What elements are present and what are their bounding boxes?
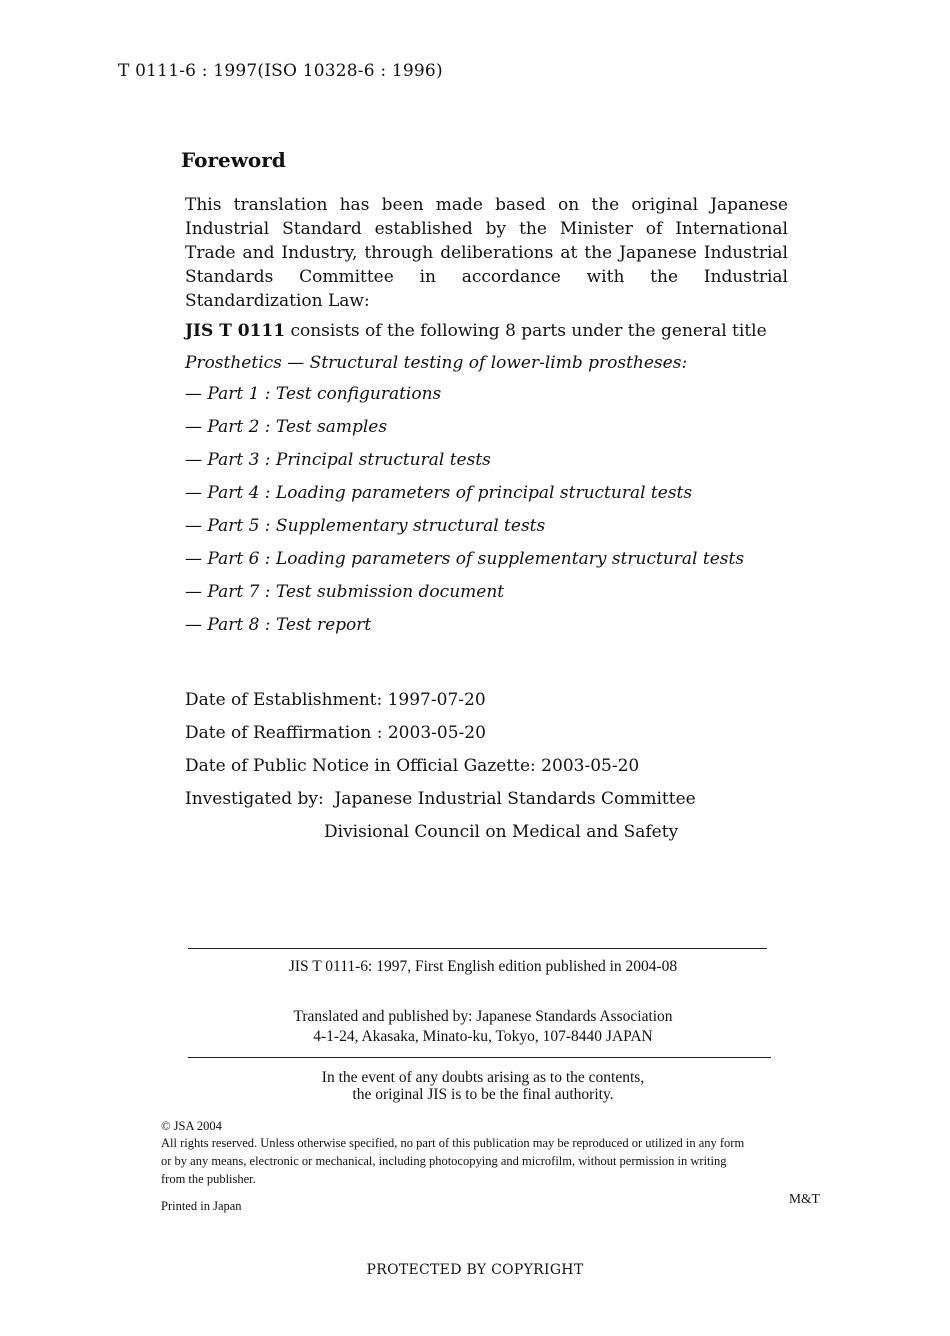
part-item: — Part 7 : Test submission document (185, 582, 505, 602)
protected-notice: PROTECTED BY COPYRIGHT (366, 1262, 584, 1278)
publisher-line: Translated and published by: Japanese Standards Association (293, 1008, 673, 1025)
divider-top (188, 948, 767, 949)
foreword-heading: Foreword (181, 148, 286, 172)
address-line: 4-1-24, Akasaka, Minato-ku, Tokyo, 107-8440 JAPAN (313, 1028, 653, 1045)
part-item: — Part 2 : Test samples (185, 417, 388, 437)
printer-mark: M&T (789, 1191, 820, 1206)
divider-bottom (188, 1057, 771, 1058)
date-establishment: Date of Establishment: 1997-07-20 (185, 690, 486, 710)
rights-line-1: All rights reserved. Unless otherwise specified, no part of this publication may be reproduced or utilized in any form (161, 1136, 745, 1150)
printed-in: Printed in Japan (161, 1199, 242, 1213)
part-item: — Part 3 : Principal structural tests (185, 450, 491, 470)
doubt-notice-2: the original JIS is to be the final authority. (352, 1086, 614, 1103)
parts-list (185, 384, 744, 648)
part-item: — Part 4 : Loading parameters of principal structural tests (185, 483, 693, 503)
part-item: — Part 5 : Supplementary structural tests (185, 516, 546, 536)
rights-line-2: or by any means, electronic or mechanical, including photocopying and microfilm, without permission in writing (161, 1154, 727, 1168)
investigated-council: Divisional Council on Medical and Safety (324, 822, 679, 842)
edition-line: JIS T 0111-6: 1997, First English edition published in 2004-08 (288, 958, 678, 975)
part-item: — Part 8 : Test report (185, 615, 372, 635)
parts-intro (185, 321, 767, 341)
document-code-header: T 0111-6 : 1997(ISO 10328-6 : 1996) (118, 61, 443, 81)
date-public-notice: Date of Public Notice in Official Gazette: 2003-05-20 (185, 756, 640, 776)
foreword-paragraph: This translation has been made based on the original Japanese Industrial Standard established by the Minister of International Trade and Industry, through deliberations at the Japanese Industrial Standards Committee in accordance with the Industrial Standardization Law: (185, 195, 788, 311)
general-title: Prosthetics — Structural testing of lower-limb prostheses: (185, 353, 688, 373)
standard-code: JIS T 0111 (185, 321, 286, 341)
date-reaffirmation: Date of Reaffirmation : 2003-05-20 (185, 723, 486, 743)
doubt-notice-1: In the event of any doubts arising as to the contents, (321, 1069, 645, 1086)
investigated-by: Investigated by: Japanese Industrial Standards Committee (185, 789, 696, 809)
dates-block (185, 690, 696, 855)
copyright-line: © JSA 2004 (161, 1119, 222, 1133)
part-item: — Part 6 : Loading parameters of supplementary structural tests (185, 549, 745, 569)
rights-line-3: from the publisher. (161, 1172, 256, 1186)
part-item: — Part 1 : Test configurations (185, 384, 442, 404)
parts-intro-text: consists of the following 8 parts under the general title (285, 321, 767, 341)
